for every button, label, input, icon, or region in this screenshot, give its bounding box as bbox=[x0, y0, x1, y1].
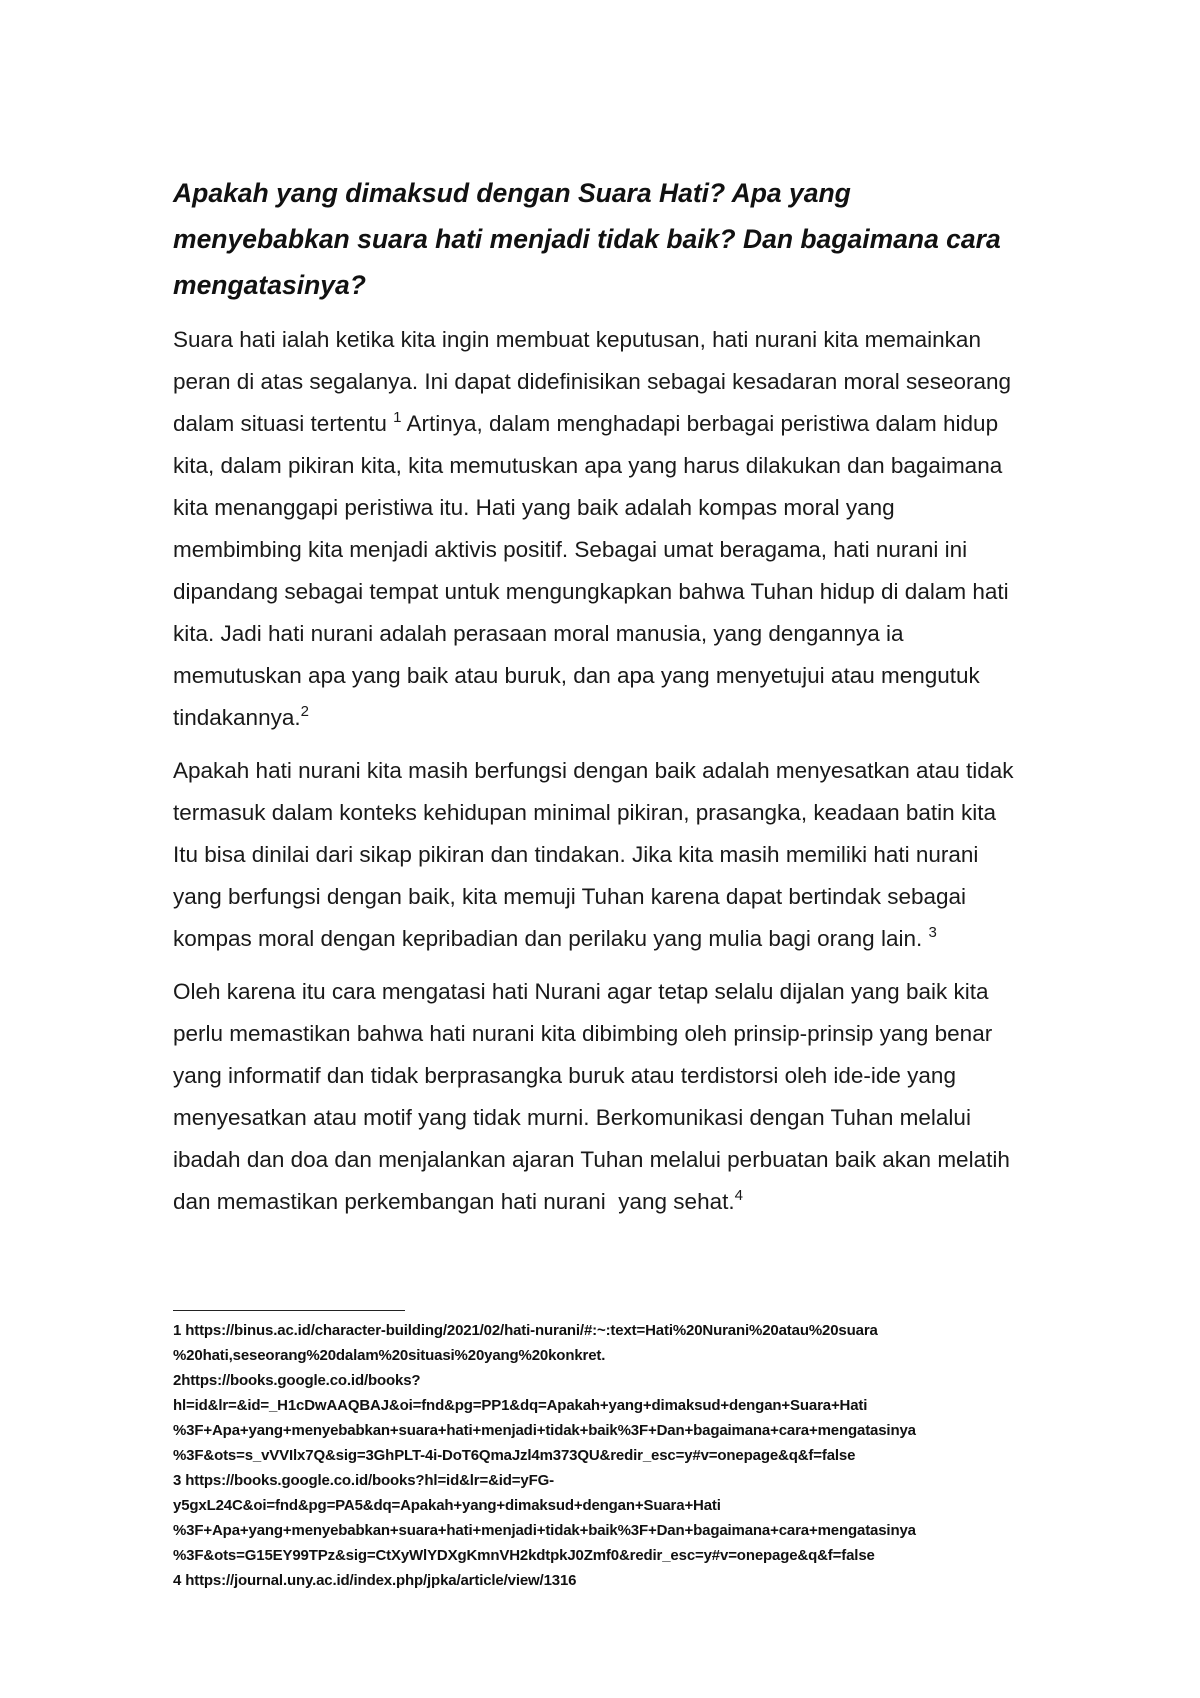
footnote-line[interactable]: %3F&ots=G15EY99TPz&sig=CtXyWlYDXgKmnVH2kdtpkJ0Zmf0&redir_esc=y#v=onepage&q&f=false bbox=[173, 1547, 875, 1564]
title-line: menyebabkan suara hati menjadi tidak baik? Dan bagaimana cara bbox=[173, 224, 1001, 254]
text-line: kita, dalam pikiran kita, kita memutuskan apa yang harus dilakukan dan bagaimana bbox=[173, 453, 1003, 478]
text-line bbox=[173, 918, 1088, 960]
footnote-line[interactable]: %3F+Apa+yang+menyebabkan+suara+hati+menjadi+tidak+baik%3F+Dan+bagaimana+cara+mengatasinya bbox=[173, 1522, 916, 1539]
text-line bbox=[173, 1181, 1088, 1223]
text-line: termasuk dalam konteks kehidupan minimal pikiran, prasangka, keadaan batin kita bbox=[173, 800, 996, 825]
text-line: yang informatif dan tidak berprasangka buruk atau terdistorsi oleh ide-ide yang bbox=[173, 1063, 956, 1088]
paragraph-3 bbox=[173, 971, 1088, 1223]
text-line: peran di atas segalanya. Ini dapat didefinisikan sebagai kesadaran moral seseorang bbox=[173, 369, 1012, 394]
text-line: ibadah dan doa dan menjalankan ajaran Tuhan melalui perbuatan baik akan melatih bbox=[173, 1147, 1010, 1172]
footnote-line[interactable]: hl=id&lr=&id=_H1cDwAAQBAJ&oi=fnd&pg=PP1&dq=Apakah+yang+dimaksud+dengan+Suara+Hati bbox=[173, 1397, 868, 1414]
footnote-line[interactable]: y5gxL24C&oi=fnd&pg=PA5&dq=Apakah+yang+dimaksud+dengan+Suara+Hati bbox=[173, 1497, 721, 1514]
text-line: yang berfungsi dengan baik, kita memuji Tuhan karena dapat bertindak sebagai bbox=[173, 884, 967, 909]
text-segment: kompas moral dengan kepribadian dan perilaku yang mulia bagi orang lain. bbox=[173, 926, 929, 951]
footnote-line[interactable]: %20hati,seseorang%20dalam%20situasi%20yang%20konkret. bbox=[173, 1347, 606, 1364]
footnote-ref-1[interactable]: 1 bbox=[393, 409, 402, 426]
footnote-line[interactable]: 4 https://journal.uny.ac.id/index.php/jpka/article/view/1316 bbox=[173, 1572, 577, 1589]
document-body bbox=[173, 170, 1088, 1234]
footnote-ref-2[interactable]: 2 bbox=[300, 703, 309, 720]
footnote-line[interactable]: %3F&ots=s_vVVIlx7Q&sig=3GhPLT-4i-DoT6QmaJzl4m373QU&redir_esc=y#v=onepage&q&f=false bbox=[173, 1447, 856, 1464]
text-line bbox=[173, 697, 1088, 739]
text-line bbox=[173, 403, 1088, 445]
text-line: kita menanggapi peristiwa itu. Hati yang baik adalah kompas moral yang bbox=[173, 495, 895, 520]
footnotes bbox=[173, 1318, 1073, 1593]
text-line: kita. Jadi hati nurani adalah perasaan moral manusia, yang dengannya ia bbox=[173, 621, 904, 646]
footnote-line[interactable]: 1 https://binus.ac.id/character-building/2021/02/hati-nurani/#:~:text=Hati%20Nurani%20atau%20suara bbox=[173, 1322, 878, 1339]
text-line: perlu memastikan bahwa hati nurani kita dibimbing oleh prinsip-prinsip yang benar bbox=[173, 1021, 993, 1046]
text-segment: Artinya, dalam menghadapi berbagai peristiwa dalam hidup bbox=[401, 411, 999, 436]
text-line: memutuskan apa yang baik atau buruk, dan apa yang menyetujui atau mengutuk bbox=[173, 663, 980, 688]
text-line: Oleh karena itu cara mengatasi hati Nurani agar tetap selalu dijalan yang baik kita bbox=[173, 979, 989, 1004]
footnote-separator bbox=[173, 1310, 405, 1311]
text-line: dipandang sebagai tempat untuk mengungkapkan bahwa Tuhan hidup di dalam hati bbox=[173, 579, 1009, 604]
footnote-line[interactable]: %3F+Apa+yang+menyebabkan+suara+hati+menjadi+tidak+baik%3F+Dan+bagaimana+cara+mengatasinya bbox=[173, 1422, 916, 1439]
text-segment: tindakannya. bbox=[173, 705, 301, 730]
text-line: Apakah hati nurani kita masih berfungsi dengan baik adalah menyesatkan atau tidak bbox=[173, 758, 1014, 783]
text-line: Suara hati ialah ketika kita ingin membuat keputusan, hati nurani kita memainkan bbox=[173, 327, 981, 352]
footnote-line[interactable]: 3 https://books.google.co.id/books?hl=id&lr=&id=yFG- bbox=[173, 1472, 554, 1489]
paragraph-1 bbox=[173, 319, 1088, 739]
footnote-ref-4[interactable]: 4 bbox=[734, 1187, 743, 1204]
text-line: Itu bisa dinilai dari sikap pikiran dan tindakan. Jika kita masih memiliki hati nurani bbox=[173, 842, 979, 867]
text-line: menyesatkan atau motif yang tidak murni. Berkomunikasi dengan Tuhan melalui bbox=[173, 1105, 971, 1130]
title-line: Apakah yang dimaksud dengan Suara Hati? Apa yang bbox=[173, 178, 851, 208]
text-line: membimbing kita menjadi aktivis positif. Sebagai umat beragama, hati nurani ini bbox=[173, 537, 968, 562]
text-segment: dan memastikan perkembangan hati nurani yang sehat. bbox=[173, 1189, 735, 1214]
text-segment: dalam situasi tertentu bbox=[173, 411, 394, 436]
title-line: mengatasinya? bbox=[173, 270, 366, 300]
paragraph-2 bbox=[173, 750, 1088, 960]
document-title bbox=[173, 170, 1088, 308]
footnote-line[interactable]: 2https://books.google.co.id/books? bbox=[173, 1372, 421, 1389]
footnote-ref-3[interactable]: 3 bbox=[928, 924, 937, 941]
